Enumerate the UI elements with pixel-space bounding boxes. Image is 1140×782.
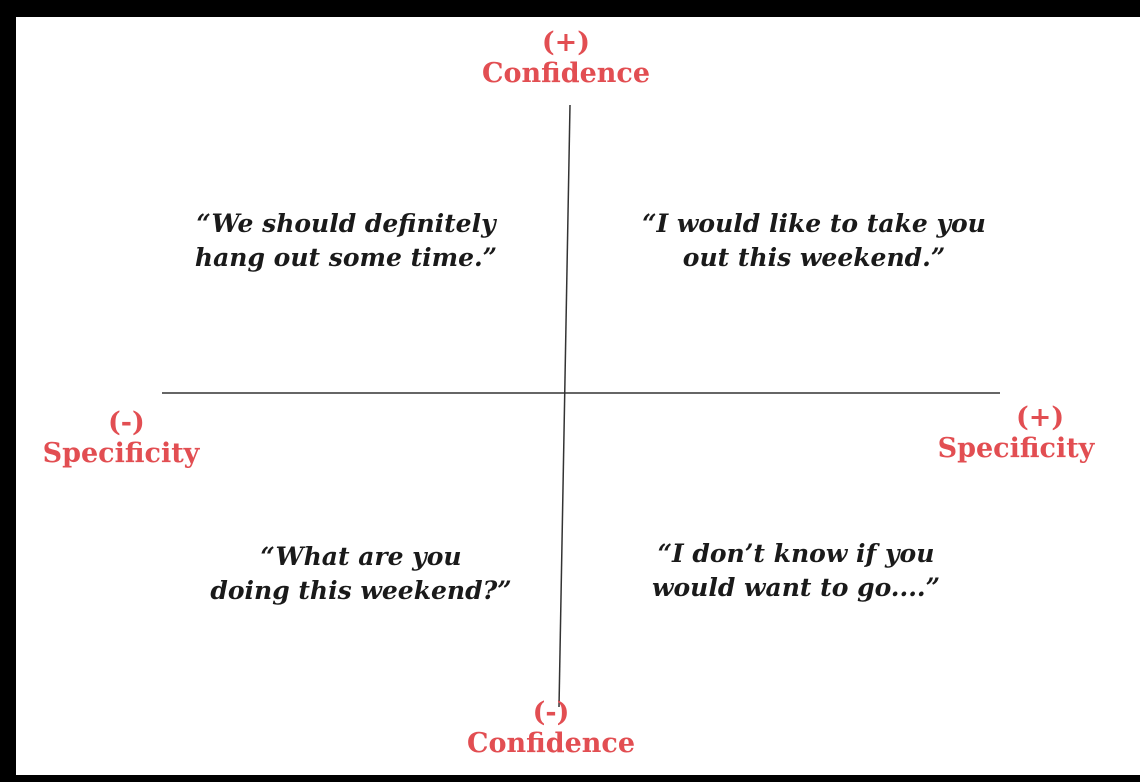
quote-bottom-right-line2: would want to go....”	[651, 572, 941, 602]
quote-top-left-line2: hang out some time.”	[194, 242, 498, 272]
quote-top-left	[166, 207, 526, 275]
axis-bottom-name: Confidence	[466, 728, 636, 760]
quote-bottom-left-line2: doing this weekend?”	[210, 575, 512, 605]
axis-top-sign: (+)	[541, 27, 591, 58]
quote-top-right	[614, 207, 1014, 275]
axes	[16, 17, 1140, 775]
diagram-frame	[16, 17, 1140, 775]
vertical-axis	[559, 105, 570, 707]
axis-left-name: Specificity	[42, 438, 200, 470]
axis-label-bottom	[441, 697, 661, 759]
axis-label-left	[16, 407, 246, 469]
quote-bottom-right	[606, 537, 986, 605]
quote-top-right-line2: out this weekend.”	[682, 242, 946, 272]
axis-top-name: Confidence	[481, 58, 651, 90]
axis-right-name: Specificity	[937, 433, 1095, 465]
quote-top-right-line1: “I would like to take you	[642, 209, 986, 238]
axis-left-sign: (-)	[108, 407, 145, 438]
axis-bottom-sign: (-)	[532, 697, 570, 728]
axis-right-sign: (+)	[1016, 402, 1065, 433]
quote-top-left-line1: “We should definitely	[196, 209, 496, 238]
quote-bottom-left-line1: “What are you	[260, 542, 462, 571]
axis-label-top	[456, 27, 676, 89]
axis-label-right	[896, 402, 1136, 464]
quote-bottom-right-line1: “I don’t know if you	[657, 539, 935, 568]
quote-bottom-left	[181, 540, 541, 608]
